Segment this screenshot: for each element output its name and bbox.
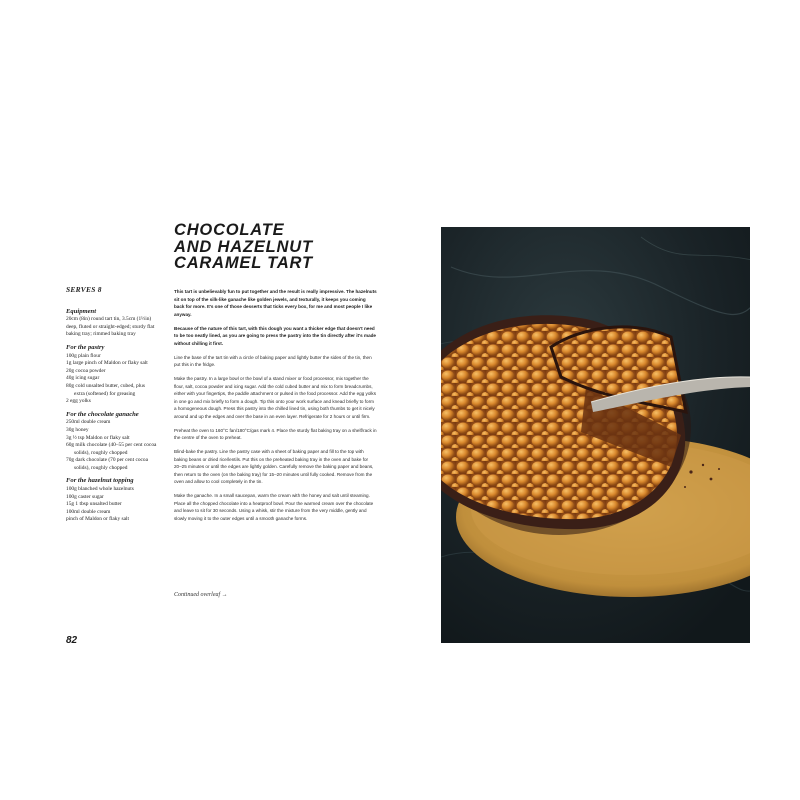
recipe-title — [174, 222, 424, 272]
ingredient-item: 250ml double cream — [66, 419, 111, 426]
equipment-list — [66, 316, 162, 339]
ingredient-item: 80g cold unsalted butter, cubed, plus — [66, 382, 145, 389]
ganache-heading: For the chocolate ganache — [66, 410, 139, 418]
ingredient-item: 15g 1 tbsp unsalted butter — [66, 501, 122, 508]
method-step: Line the base of the tart tin with a circle of baking paper and lightly butter the sides of the tin, then put this in the fridge. — [174, 354, 372, 367]
equipment-heading: Equipment — [66, 307, 97, 315]
equipment-item: 20cm (8in) round tart tin, 3.5cm (1½in) deep, fluted or straight-edged; sturdy flat baking tray; rimmed baking tray — [66, 316, 155, 338]
topping-list — [66, 486, 162, 524]
ingredient-item: 40g icing sugar — [66, 375, 100, 382]
ingredient-item: pinch of Maldon or flaky salt — [66, 516, 130, 523]
ingredient-item: 60g milk chocolate (40–55 per cent cocoa — [66, 442, 157, 449]
ingredient-item: extra (softened) for greasing — [74, 390, 136, 397]
ingredient-item: 100g blanched whole hazelnuts — [66, 486, 134, 493]
recipe-title-line-3: CARAMEL TART — [174, 254, 313, 272]
ingredient-item: 3g ½ tsp Maldon or flaky salt — [66, 434, 130, 441]
recipe-title-line-2: AND HAZELNUT — [174, 237, 313, 256]
serves-label: SERVES 8 — [66, 285, 102, 294]
ingredient-item: 30g honey — [66, 426, 89, 433]
method-step: Make the pastry. In a large bowl or the bowl of a stand mixer or food processor, mix together the flour, salt, cocoa powder and icing sugar. Add the cold cubed butter and mix to form breadcrumbs, either with your fingertips, the paddle attachment or pulsed in the food processor. Add the egg yolks in one go and mix briefly to form a dough. Tip this onto your work surface and knead briefly to form a homogeneous dough. Press this pastry into the chilled lined tin, using both thumbs to get it nicely around and up the edges and over the base in an even layer. Refrigerate for 2 hours or until firm. — [174, 376, 376, 419]
method-step: Make the ganache. In a small saucepan, warm the cream with the honey and salt until steaming. Place all the chopped chocolate into a heatproof bowl. Pour the warmed cream over the chocolate and leave to sit for 30 seconds. Using a whisk, stir the mixture from the very middle, gently and slowly moving it to the outer edges until a smooth ganache forms. — [174, 493, 374, 521]
method-step: Preheat the oven to 160°C fan/180°C/gas mark 4. Place the sturdy flat baking tray on a shelf/rack in the centre of the oven to preheat. — [174, 427, 377, 440]
ingredient-item: 70g dark chocolate (70 per cent cocoa — [66, 457, 149, 464]
continued-overleaf: Continued overleaf → — [174, 592, 228, 598]
ingredient-item: solids), roughly chopped — [74, 449, 128, 456]
ingredient-item: 20g cocoa powder — [66, 367, 106, 374]
tart-photo-illustration — [441, 227, 750, 643]
ingredient-item: 100g caster sugar — [66, 493, 104, 500]
ingredient-item: 1g large pinch of Maldon or flaky salt — [66, 360, 148, 367]
page-number: 82 — [66, 635, 78, 646]
ingredient-item: 100g plain flour — [66, 352, 101, 359]
method-step: Blind-bake the pastry. Line the pastry case with a sheet of baking paper and fill to the top with baking beans or dried rice/lentils. Put this on the preheated baking tray in the oven and bake for 20–25 minutes or until the edges are lightly golden. Carefully remove the baking paper and beans, then return to the oven (on the baking tray) for 15–20 minutes until fully cooked. Remove from the oven and allow to cool completely in the tin. — [174, 449, 374, 484]
topping-heading: For the hazelnut topping — [66, 477, 134, 485]
recipe-title-line-1: CHOCOLATE — [174, 221, 285, 239]
tart-photo — [441, 227, 750, 643]
ingredients-column — [66, 286, 162, 524]
pastry-list — [66, 353, 162, 406]
ganache-list — [66, 419, 162, 472]
method-column — [174, 288, 377, 529]
ingredient-item: 100ml double cream — [66, 508, 111, 515]
ingredient-item: solids), roughly chopped — [74, 464, 128, 471]
ingredient-item: 2 egg yolks — [66, 398, 91, 405]
intro-paragraph: Because of the nature of this tart, with this dough you want a thicker edge that doesn't need to be too neatly lined, as you are going to press the pastry into the tin directly after it's made without chilling it first. — [174, 325, 376, 346]
intro-paragraph: This tart is unbelievably fun to put together and the result is really impressive. The hazelnuts sit on top of the silk-like ganache like golden jewels, and texturally, it keeps you coming back for more. It's one of those desserts that ticks every box, for me and most people I like anyway. — [174, 289, 377, 317]
pastry-heading: For the pastry — [66, 343, 105, 351]
